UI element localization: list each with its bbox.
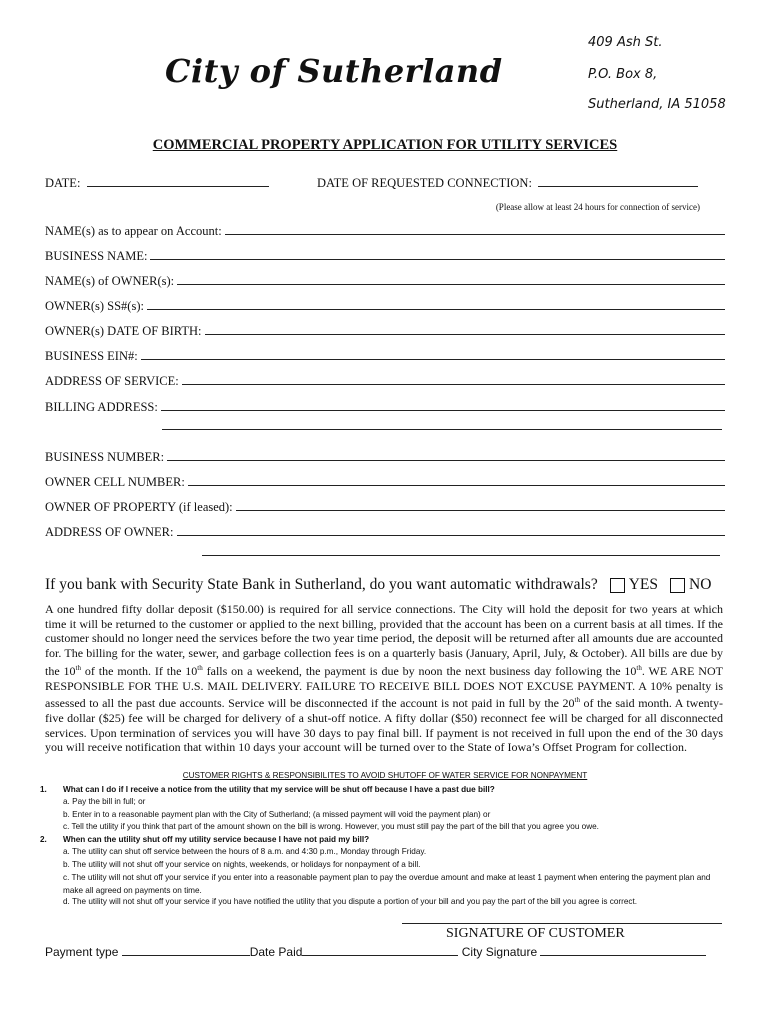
date-row xyxy=(45,176,269,191)
date-field[interactable] xyxy=(87,176,269,187)
business-number-label: BUSINESS NUMBER: xyxy=(45,450,165,464)
q2-answer-b: b. The utility will not shut off your service on nights, weekends, or holidays for nonpayment of a bill. xyxy=(63,860,421,869)
owner-cell-label: OWNER CELL NUMBER: xyxy=(45,475,185,489)
yes-label: YES xyxy=(628,576,659,593)
owner-ss-field[interactable] xyxy=(147,299,725,310)
business-ein-label: BUSINESS EIN#: xyxy=(45,349,138,363)
address-of-owner-label: ADDRESS OF OWNER: xyxy=(45,525,174,539)
address-of-owner-field-2[interactable] xyxy=(202,555,720,556)
q2-number: 2. xyxy=(40,835,47,844)
terms-paragraph: A one hundred fifty dollar deposit ($150.00) is required for all service connections. The City will hold the deposit for two years at which time it will be returned to the customer or applied to the next billing, provided that the account has been on a current basis at all times. If the customer should no longer need the services before the two year time period, the deposit will be returned after all amounts due are accounted for. The billing for the water, sewer, and garbage collection fees is on a quarterly basis (January, April, July, & October). All bills are due by the 10th of the month. If the 10th falls on a weekend, the payment is due by noon the next business day following the 10th. WE ARE NOT RESPONSIBLE FOR THE U.S. MAIL DELIVERY. FAILURE TO RECEIVE BILL DOES NOT EXCUSE PAYMENT. A 10% penalty is assessed to all the past due accounts. Service will be disconnected if the account is not paid in full by the 20th of the said month. A twenty-five dollar ($25) fee will be charged for delivery of a shut-off notice. A fifty dollar ($50) reconnect fee will be charged for all disconnected services. Upon termination of services you will have 30 days to pay final bill. If payment is not received in full upon the end of the 30 days you will receive notification that within 10 days your account will be turned over to the State of Iowa’s Offset Program for collection. xyxy=(45,602,723,755)
billing-address-field[interactable] xyxy=(161,400,725,411)
address-line-2: P.O. Box 8, xyxy=(588,67,658,82)
owner-dob-field[interactable] xyxy=(205,324,725,335)
owner-dob-row xyxy=(45,324,725,339)
owner-property-label: OWNER OF PROPERTY (if leased): xyxy=(45,500,233,514)
q1-answer-c: c. Tell the utility if you think that part of the amount shown on the bill is wrong. However, you must still pay the part of the bill that you agree you owe. xyxy=(63,822,599,831)
business-ein-field[interactable] xyxy=(141,349,725,360)
owner-dob-label: OWNER(s) DATE OF BIRTH: xyxy=(45,324,202,338)
q2-answer-c: c. The utility will not shut off your service if you enter into a reasonable payment plan to pay the overdue amount and make at least 1 payment when entering the payment plan and make all agreed on payments on time. xyxy=(63,873,711,895)
connection-note: (Please allow at least 24 hours for connection of service) xyxy=(495,202,700,212)
city-logo-text: City of Sutherland xyxy=(165,52,503,90)
address-of-service-label: ADDRESS OF SERVICE: xyxy=(45,374,179,388)
names-on-account-row xyxy=(45,224,725,239)
owner-property-row xyxy=(45,500,725,515)
q1-answer-a: a. Pay the bill in full; or xyxy=(63,797,146,806)
city-signature-label: City Signature xyxy=(461,945,538,959)
requested-connection-field[interactable] xyxy=(538,176,698,187)
names-of-owner-field[interactable] xyxy=(177,274,725,285)
owner-cell-row xyxy=(45,475,725,490)
date-paid-label: Date Paid xyxy=(249,945,303,959)
bank-question-row xyxy=(45,576,711,594)
q1-answer-b: b. Enter in to a reasonable payment plan with the City of Sutherland; (a missed payment will void the payment plan) or xyxy=(63,810,491,819)
requested-connection-row xyxy=(317,176,698,191)
form-title: COMMERCIAL PROPERTY APPLICATION FOR UTILITY SERVICES xyxy=(152,137,618,153)
billing-address-label: BILLING ADDRESS: xyxy=(45,400,158,414)
q1-number: 1. xyxy=(40,785,47,794)
owner-cell-field[interactable] xyxy=(188,475,725,486)
no-label: NO xyxy=(689,576,712,593)
address-of-service-field[interactable] xyxy=(182,374,725,385)
q2-answer-a: a. The utility can shut off service between the hours of 8 a.m. and 4:30 p.m., Monday through Friday. xyxy=(63,847,427,856)
address-of-owner-row xyxy=(45,525,725,540)
yes-checkbox[interactable] xyxy=(610,578,625,593)
names-on-account-field[interactable] xyxy=(225,224,725,235)
address-line-3: Sutherland, IA 51058 xyxy=(588,97,726,112)
billing-address-row xyxy=(45,400,725,415)
q2-answer-d: d. The utility will not shut off your service if you have notified the utility that you dispute a portion of your bill and you pay the part of the bill you agree is correct. xyxy=(63,897,638,906)
address-of-owner-field[interactable] xyxy=(177,525,726,536)
rights-title: CUSTOMER RIGHTS & RESPONSIBILITES TO AVOID SHUTOFF OF WATER SERVICE FOR NONPAYMENT xyxy=(182,771,588,780)
business-name-label: BUSINESS NAME: xyxy=(45,249,148,263)
owner-property-field[interactable] xyxy=(236,500,725,511)
business-number-field[interactable] xyxy=(167,450,725,461)
city-signature-field[interactable] xyxy=(540,944,706,956)
no-checkbox[interactable] xyxy=(670,578,685,593)
q2-question: When can the utility shut off my utility service because I have not paid my bill? xyxy=(63,835,370,844)
business-number-row xyxy=(45,450,725,465)
q1-question: What can I do if I receive a notice from the utility that my service will be shut off because I have a past due bill? xyxy=(63,785,495,794)
date-paid-field[interactable] xyxy=(302,944,458,956)
names-of-owner-label: NAME(s) of OWNER(s): xyxy=(45,274,175,288)
business-ein-row xyxy=(45,349,725,364)
billing-address-field-2[interactable] xyxy=(162,429,722,430)
business-name-field[interactable] xyxy=(150,249,725,260)
business-name-row xyxy=(45,249,725,264)
address-of-service-row xyxy=(45,374,725,389)
office-use-row xyxy=(45,944,706,959)
owner-ss-label: OWNER(s) SS#(s): xyxy=(45,299,144,313)
date-label: DATE: xyxy=(45,176,81,190)
payment-type-label: Payment type xyxy=(45,945,119,959)
address-line-1: 409 Ash St. xyxy=(588,35,663,50)
names-on-account-label: NAME(s) as to appear on Account: xyxy=(45,224,222,238)
payment-type-field[interactable] xyxy=(122,944,250,956)
names-of-owner-row xyxy=(45,274,725,289)
requested-connection-label: DATE OF REQUESTED CONNECTION: xyxy=(317,176,532,190)
bank-question: If you bank with Security State Bank in Sutherland, do you want automatic withdrawals? xyxy=(45,576,598,593)
owner-ss-row xyxy=(45,299,725,314)
customer-signature-line[interactable] xyxy=(402,923,722,924)
signature-label: SIGNATURE OF CUSTOMER xyxy=(446,926,625,941)
